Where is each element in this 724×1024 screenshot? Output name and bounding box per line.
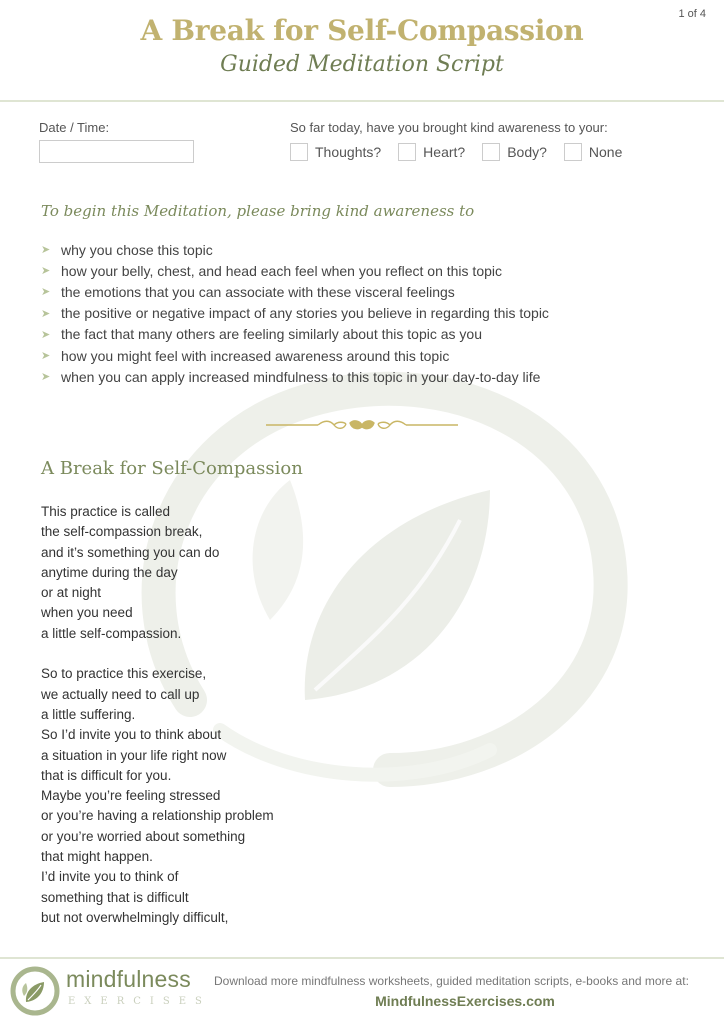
checkbox-label: Thoughts? [315, 144, 382, 160]
script-line: a little suffering. [41, 706, 136, 722]
list-item [41, 303, 549, 324]
footer-divider [0, 957, 724, 959]
checkbox-body[interactable] [482, 143, 547, 161]
brand-wordmark: mindfulness [66, 966, 191, 992]
script-line: a situation in your life right now [41, 747, 227, 763]
checkbox-heart[interactable] [398, 143, 465, 161]
list-item-text: the positive or negative impact of any stories you believe in regarding this topic [61, 305, 549, 322]
script-line: Maybe you’re feeling stressed [41, 788, 221, 804]
checkbox-label: Heart? [423, 144, 466, 160]
list-item [41, 239, 549, 260]
checkbox-thoughts[interactable] [290, 143, 381, 161]
list-item [41, 324, 549, 345]
date-time-label: Date / Time: [39, 120, 110, 135]
list-item-text: the emotions that you can associate with these visceral feelings [61, 283, 455, 300]
checkbox-box[interactable] [564, 143, 582, 161]
list-item-text: the fact that many others are feeling similarly about this topic as you [61, 326, 482, 343]
ornamental-divider-icon [266, 417, 458, 433]
awareness-question: So far today, have you brought kind awareness to your: [290, 120, 608, 135]
awareness-topic-list [41, 239, 549, 387]
checkbox-box[interactable] [398, 143, 416, 161]
paragraph-gap [41, 644, 274, 664]
awareness-options [290, 143, 639, 161]
list-item-text: why you chose this topic [61, 241, 213, 258]
script-line: This practice is called [41, 504, 171, 519]
download-promo-text: Download more mindfulness worksheets, guided meditation scripts, e-books and more at: [214, 974, 689, 988]
brand-subtitle: EXERCISES [68, 996, 211, 1007]
script-line: I’d invite you to think of [41, 869, 179, 885]
script-line: or you’re worried about something [41, 828, 246, 844]
script-line: anytime during the day [41, 564, 178, 580]
page-indicator: 1 of 4 [678, 8, 706, 20]
list-item-text: how your belly, chest, and head each feel when you reflect on this topic [61, 262, 503, 279]
script-line: that might happen. [41, 849, 153, 865]
header-divider [0, 100, 724, 102]
page-subtitle: Guided Meditation Script [220, 52, 504, 77]
section-heading: A Break for Self-Compassion [41, 458, 303, 479]
list-item-text: when you can apply increased mindfulness to this topic in your day-to-day life [61, 368, 541, 385]
website-link[interactable]: MindfulnessExercises.com [375, 993, 555, 1009]
script-line: we actually need to call up [41, 686, 200, 702]
script-line: and it’s something you can do [41, 544, 220, 560]
script-line: that is difficult for you. [41, 767, 172, 783]
script-line: So to practice this exercise, [41, 666, 207, 682]
script-line: a little self-compassion. [41, 625, 182, 641]
script-line: So I’d invite you to think about [41, 727, 222, 743]
arrow-right-icon: ➤ [41, 328, 51, 341]
meditation-script [41, 502, 274, 928]
checkbox-box[interactable] [482, 143, 500, 161]
script-line: the self-compassion break, [41, 524, 203, 540]
script-line: when you need [41, 605, 133, 621]
arrow-right-icon: ➤ [41, 244, 51, 257]
checkbox-box[interactable] [290, 143, 308, 161]
page-title: A Break for Self-Compassion [140, 14, 584, 47]
checkbox-none[interactable] [564, 143, 622, 161]
arrow-right-icon: ➤ [41, 350, 51, 363]
intro-heading: To begin this Meditation, please bring kind awareness to [41, 202, 475, 220]
script-line: but not overwhelmingly difficult, [41, 909, 229, 925]
mindfulness-logo-icon [8, 964, 62, 1018]
list-item [41, 260, 549, 281]
script-line: something that is difficult [41, 889, 189, 905]
arrow-right-icon: ➤ [41, 286, 51, 299]
list-item-text: how you might feel with increased awareness around this topic [61, 347, 450, 364]
arrow-right-icon: ➤ [41, 265, 51, 278]
list-item [41, 345, 549, 366]
checkbox-label: Body? [507, 144, 547, 160]
script-line: or you’re having a relationship problem [41, 808, 274, 824]
arrow-right-icon: ➤ [41, 307, 51, 320]
script-line: or at night [41, 585, 102, 601]
list-item [41, 366, 549, 387]
arrow-right-icon: ➤ [41, 371, 51, 384]
list-item [41, 281, 549, 302]
checkbox-label: None [588, 144, 623, 160]
date-time-input[interactable] [39, 140, 194, 163]
